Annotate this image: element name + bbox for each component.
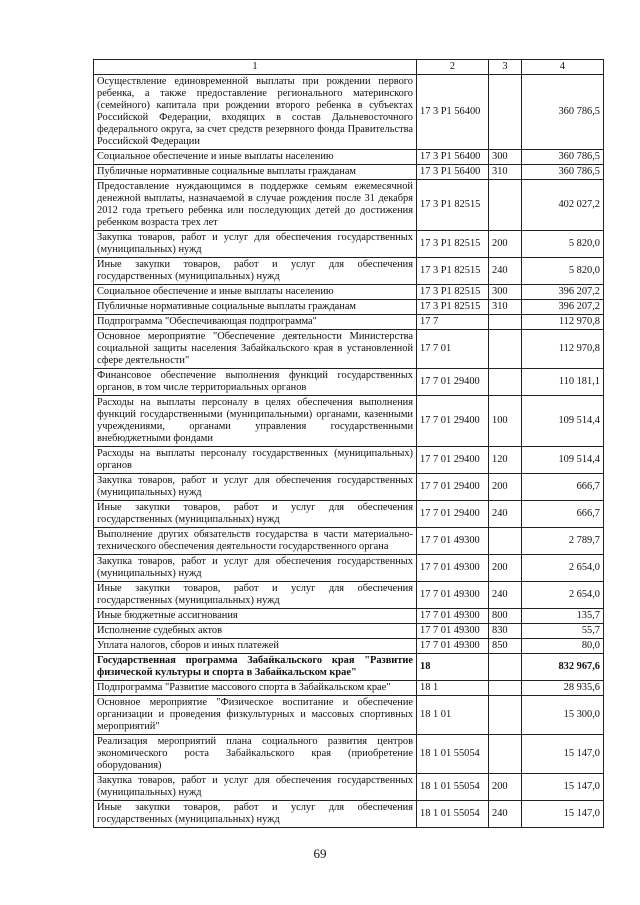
row-amount: 360 786,5 <box>522 75 604 150</box>
table-row <box>94 696 604 735</box>
table-row <box>94 300 604 315</box>
table-row <box>94 801 604 828</box>
row-description: Уплата налогов, сборов и иных платежей <box>94 639 417 654</box>
row-description: Основное мероприятие "Физическое воспитание и обеспечение организации и проведения физкультурных и массовых спортивных мероприятий" <box>94 696 417 735</box>
table-row <box>94 582 604 609</box>
page-number: 69 <box>313 846 327 861</box>
row-description: Подпрограмма "Обеспечивающая подпрограмма" <box>94 315 417 330</box>
row-expense-type: 830 <box>489 624 522 639</box>
row-target-code: 17 7 01 49300 <box>417 528 489 555</box>
row-amount: 2 789,7 <box>522 528 604 555</box>
row-target-code: 17 7 01 29400 <box>417 474 489 501</box>
table-row <box>94 75 604 150</box>
row-amount: 109 514,4 <box>522 396 604 447</box>
row-expense-type: 200 <box>489 774 522 801</box>
row-expense-type <box>489 681 522 696</box>
row-amount: 402 027,2 <box>522 180 604 231</box>
row-target-code: 18 1 01 <box>417 696 489 735</box>
row-description: Расходы на выплаты персоналу в целях обеспечения выполнения функций государственными (муниципальными) органами, казенными учреждениями, органами управления государственными внебюджетными фондами <box>94 396 417 447</box>
row-amount: 110 181,1 <box>522 369 604 396</box>
row-amount: 135,7 <box>522 609 604 624</box>
table-row <box>94 165 604 180</box>
row-expense-type <box>489 528 522 555</box>
row-description: Иные бюджетные ассигнования <box>94 609 417 624</box>
row-target-code: 17 7 <box>417 315 489 330</box>
row-description: Финансовое обеспечение выполнения функций государственных органов, в том числе территориальных органов <box>94 369 417 396</box>
row-target-code: 17 3 P1 56400 <box>417 150 489 165</box>
row-expense-type: 240 <box>489 582 522 609</box>
row-description: Публичные нормативные социальные выплаты гражданам <box>94 300 417 315</box>
row-target-code: 17 3 P1 56400 <box>417 75 489 150</box>
row-expense-type: 300 <box>489 150 522 165</box>
row-description: Выполнение других обязательств государства в части материально-технического обеспечения деятельности государственного органа <box>94 528 417 555</box>
table-row <box>94 447 604 474</box>
row-target-code: 17 7 01 49300 <box>417 609 489 624</box>
row-amount: 360 786,5 <box>522 150 604 165</box>
row-amount: 15 147,0 <box>522 774 604 801</box>
row-target-code: 18 1 01 55054 <box>417 801 489 828</box>
row-expense-type <box>489 180 522 231</box>
row-amount: 832 967,6 <box>522 654 604 681</box>
row-description: Государственная программа Забайкальского края "Развитие физической культуры и спорта в Забайкальском крае" <box>94 654 417 681</box>
table-row <box>94 231 604 258</box>
row-target-code: 17 7 01 29400 <box>417 396 489 447</box>
row-amount: 360 786,5 <box>522 165 604 180</box>
row-target-code: 17 3 P1 82515 <box>417 231 489 258</box>
row-description: Осуществление единовременной выплаты при рождении первого ребенка, а также предоставление регионального материнского (семейного) капитала при рождении второго ребенка в субъектах Российской Федерации, входящих в состав Дальневосточного федерального округа, за счет средств резервного фонда Правительства Российской Федерации <box>94 75 417 150</box>
table-row <box>94 654 604 681</box>
row-amount: 109 514,4 <box>522 447 604 474</box>
table-row <box>94 624 604 639</box>
table-row <box>94 555 604 582</box>
row-amount: 112 970,8 <box>522 330 604 369</box>
column-header: 3 <box>489 60 522 75</box>
row-description: Закупка товаров, работ и услуг для обеспечения государственных (муниципальных) нужд <box>94 774 417 801</box>
row-description: Иные закупки товаров, работ и услуг для обеспечения государственных (муниципальных) нужд <box>94 501 417 528</box>
table-row <box>94 528 604 555</box>
table-row <box>94 681 604 696</box>
row-expense-type <box>489 315 522 330</box>
row-amount: 80,0 <box>522 639 604 654</box>
row-target-code: 18 1 <box>417 681 489 696</box>
row-expense-type <box>489 696 522 735</box>
table-row <box>94 258 604 285</box>
row-amount: 2 654,0 <box>522 555 604 582</box>
row-amount: 15 300,0 <box>522 696 604 735</box>
table-row <box>94 609 604 624</box>
table-row <box>94 150 604 165</box>
row-description: Реализация мероприятий плана социального развития центров экономического роста Забайкальского края (приобретение оборудования) <box>94 735 417 774</box>
row-target-code: 18 1 01 55054 <box>417 774 489 801</box>
row-description: Исполнение судебных актов <box>94 624 417 639</box>
budget-table-body <box>94 60 604 828</box>
row-amount: 28 935,6 <box>522 681 604 696</box>
row-expense-type <box>489 75 522 150</box>
row-description: Расходы на выплаты персоналу государственных (муниципальных) органов <box>94 447 417 474</box>
row-description: Основное мероприятие "Обеспечение деятельности Министерства социальной защиты населения Забайкальского края в установленной сфере деятельности" <box>94 330 417 369</box>
row-amount: 396 207,2 <box>522 285 604 300</box>
row-expense-type: 240 <box>489 258 522 285</box>
row-target-code: 17 7 01 49300 <box>417 639 489 654</box>
row-expense-type: 100 <box>489 396 522 447</box>
row-description: Иные закупки товаров, работ и услуг для обеспечения государственных (муниципальных) нужд <box>94 582 417 609</box>
row-amount: 666,7 <box>522 474 604 501</box>
row-target-code: 17 3 P1 82515 <box>417 180 489 231</box>
table-row <box>94 396 604 447</box>
row-description: Закупка товаров, работ и услуг для обеспечения государственных (муниципальных) нужд <box>94 555 417 582</box>
table-row <box>94 774 604 801</box>
row-target-code: 17 7 01 49300 <box>417 555 489 582</box>
row-description: Закупка товаров, работ и услуг для обеспечения государственных (муниципальных) нужд <box>94 474 417 501</box>
row-amount: 55,7 <box>522 624 604 639</box>
row-expense-type: 120 <box>489 447 522 474</box>
row-target-code: 17 3 P1 82515 <box>417 300 489 315</box>
row-amount: 112 970,8 <box>522 315 604 330</box>
table-row <box>94 501 604 528</box>
row-target-code: 17 7 01 49300 <box>417 582 489 609</box>
row-expense-type: 310 <box>489 165 522 180</box>
table-row <box>94 180 604 231</box>
column-header: 1 <box>94 60 417 75</box>
row-expense-type <box>489 654 522 681</box>
row-target-code: 17 7 01 29400 <box>417 369 489 396</box>
row-target-code: 17 3 P1 82515 <box>417 285 489 300</box>
row-expense-type: 310 <box>489 300 522 315</box>
row-expense-type: 850 <box>489 639 522 654</box>
row-expense-type: 800 <box>489 609 522 624</box>
table-row <box>94 639 604 654</box>
row-amount: 666,7 <box>522 501 604 528</box>
row-expense-type <box>489 369 522 396</box>
row-description: Иные закупки товаров, работ и услуг для обеспечения государственных (муниципальных) нужд <box>94 801 417 828</box>
table-row <box>94 285 604 300</box>
table-row <box>94 735 604 774</box>
row-description: Публичные нормативные социальные выплаты гражданам <box>94 165 417 180</box>
table-row <box>94 330 604 369</box>
row-amount: 5 820,0 <box>522 231 604 258</box>
row-target-code: 17 7 01 29400 <box>417 447 489 474</box>
row-description: Социальное обеспечение и иные выплаты населению <box>94 150 417 165</box>
row-description: Закупка товаров, работ и услуг для обеспечения государственных (муниципальных) нужд <box>94 231 417 258</box>
row-expense-type: 240 <box>489 801 522 828</box>
row-description: Предоставление нуждающимся в поддержке семьям ежемесячной денежной выплаты, назначаемой в случае рождения после 31 декабря 2012 года третьего ребенка или последующих детей до достижения ребенком возраста трех лет <box>94 180 417 231</box>
row-expense-type: 200 <box>489 231 522 258</box>
row-amount: 2 654,0 <box>522 582 604 609</box>
row-target-code: 17 7 01 <box>417 330 489 369</box>
row-target-code: 17 3 P1 56400 <box>417 165 489 180</box>
row-expense-type: 200 <box>489 555 522 582</box>
row-target-code: 17 7 01 29400 <box>417 501 489 528</box>
table-header-row <box>94 60 604 75</box>
row-description: Иные закупки товаров, работ и услуг для обеспечения государственных (муниципальных) нужд <box>94 258 417 285</box>
row-target-code: 18 <box>417 654 489 681</box>
row-amount: 396 207,2 <box>522 300 604 315</box>
row-expense-type: 200 <box>489 474 522 501</box>
row-target-code: 17 3 P1 82515 <box>417 258 489 285</box>
column-header: 2 <box>417 60 489 75</box>
row-amount: 15 147,0 <box>522 801 604 828</box>
row-target-code: 17 7 01 49300 <box>417 624 489 639</box>
row-description: Подпрограмма "Развитие массового спорта в Забайкальском крае" <box>94 681 417 696</box>
row-expense-type <box>489 330 522 369</box>
row-description: Социальное обеспечение и иные выплаты населению <box>94 285 417 300</box>
table-row <box>94 315 604 330</box>
row-expense-type: 300 <box>489 285 522 300</box>
row-amount: 15 147,0 <box>522 735 604 774</box>
budget-table <box>93 59 604 828</box>
row-amount: 5 820,0 <box>522 258 604 285</box>
row-target-code: 18 1 01 55054 <box>417 735 489 774</box>
row-expense-type <box>489 735 522 774</box>
row-expense-type: 240 <box>489 501 522 528</box>
table-row <box>94 474 604 501</box>
column-header: 4 <box>522 60 604 75</box>
table-row <box>94 369 604 396</box>
